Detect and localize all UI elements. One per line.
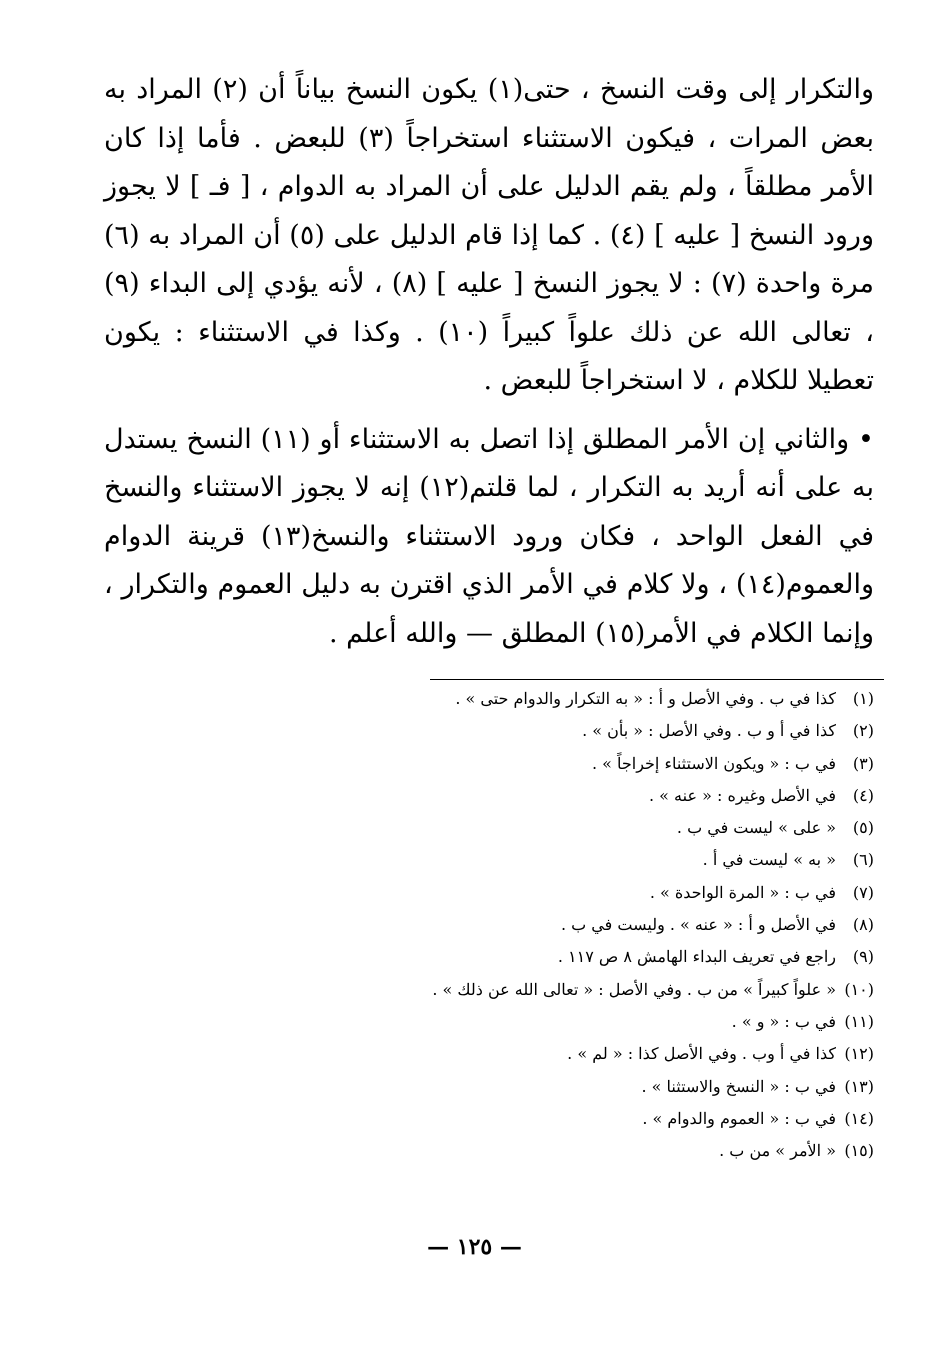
footnote-number: (١٤) [844,1108,874,1128]
footnote-9 [104,941,874,973]
footnote-text: « على » ليست في ب . [676,818,836,838]
paragraph-1: والتكرار إلى وقت النسخ ، حتى(١) يكون النسخ بياناً أن (٢) المراد به بعض المرات ، فيكون الاستثناء استخراجاً (٣) للبعض . فأما إذا كان الأمر مطلقاً ، ولم يقم الدليل على أن المراد به الدوام ، [ فـ ] لا يجوز ورود النسخ [ عليه ] (٤) . كما إذا قام الدليل على (٥) أن المراد به (٦) مرة واحدة (٧) : لا يجوز النسخ [ عليه ] (٨) ، لأنه يؤدي إلى البداء (٩) ، تعالى الله عن ذلك علواً كبيراً (١٠) . وكذا في الاستثناء : يكون تعطيلا للكلام ، لا استخراجاً للبعض . [104,74,875,396]
footnote-text: في ب : « النسخ والاستثنا » . [641,1076,836,1096]
footnote-number: (١٢) [844,1044,874,1064]
footnote-15 [104,1135,874,1167]
footnote-divider [430,679,884,680]
footnote-text: في ب : « و » . [731,1011,836,1031]
footnote-5 [104,812,874,844]
footnote-text: في ب : « المرة الواحدة » . [649,882,836,902]
footnote-number: (١١) [844,1011,874,1031]
footnote-number: (٣) [852,753,874,773]
footnote-text: في ب : « ويكون الاستثناء إخراجاً » . [591,753,836,773]
footnote-text: راجع في تعريف البداء الهامش ٨ ص ١١٧ . [557,947,836,967]
footnote-number: (١٠) [844,979,874,999]
footnote-4 [104,780,874,812]
footnote-text: في الأصل وغيره : « عنه » . [649,785,836,805]
footnote-text: « به » ليست في أ . [702,850,836,870]
footnotes-list [104,683,874,1167]
footnote-6 [104,844,874,876]
footnote-number: (١٥) [844,1141,874,1161]
footnote-text: كذا في أ وب . وفي الأصل كذا : « لم » . [567,1044,836,1064]
footnote-text: كذا في أ و ب . وفي الأصل : « بأن » . [582,721,836,741]
footnote-number: (٤) [852,785,874,805]
footnote-number: (٧) [852,882,874,902]
footnote-text: « الأمر » من ب . [719,1141,836,1161]
footnote-number: (٥) [852,818,874,838]
footnote-13 [104,1071,874,1103]
footnote-number: (١٣) [844,1076,874,1096]
footnote-11 [104,1006,874,1038]
footnote-8 [104,909,874,941]
footnote-number: (١) [852,689,874,708]
footnote-number: (٦) [852,850,874,870]
footnote-text: « علواً كبيراً » من ب . وفي الأصل : « تعالى الله عن ذلك » . [432,979,836,999]
main-text [104,66,874,658]
footnote-14 [104,1103,874,1135]
footnote-1 [104,683,874,715]
paragraph-2: • والثاني إن الأمر المطلق إذا اتصل به الاستثناء أو (١١) النسخ يستدل به على أنه أريد به التكرار ، لما قلتم(١٢) إنه لا يجوز الاستثناء والنسخ في الفعل الواحد ، فكان ورود الاستثناء والنسخ(١٣) قرينة الدوام والعموم(١٤) ، ولا كلام في الأمر الذي اقترن به دليل العموم والتكرار ، وإنما الكلام في الأمر(١٥) المطلق — والله أعلم . [104,423,874,649]
footnote-text: في الأصل و أ : « عنه » . وليست في ب . [560,915,836,935]
footnote-text: في ب : « العموم والدوام » . [642,1108,836,1128]
footnote-12 [104,1038,874,1070]
footnote-10 [104,974,874,1006]
footnote-number: (٩) [852,947,874,967]
footnote-text: كذا في ب . وفي الأصل و أ : « به التكرار والدوام حتى » . [455,689,836,708]
footnote-3 [104,748,874,780]
footnote-number: (٨) [852,915,874,935]
page-number: — ١٢٥ — [427,1234,522,1260]
footnote-number: (٢) [852,721,874,741]
footnote-7 [104,877,874,909]
footnote-2 [104,715,874,747]
